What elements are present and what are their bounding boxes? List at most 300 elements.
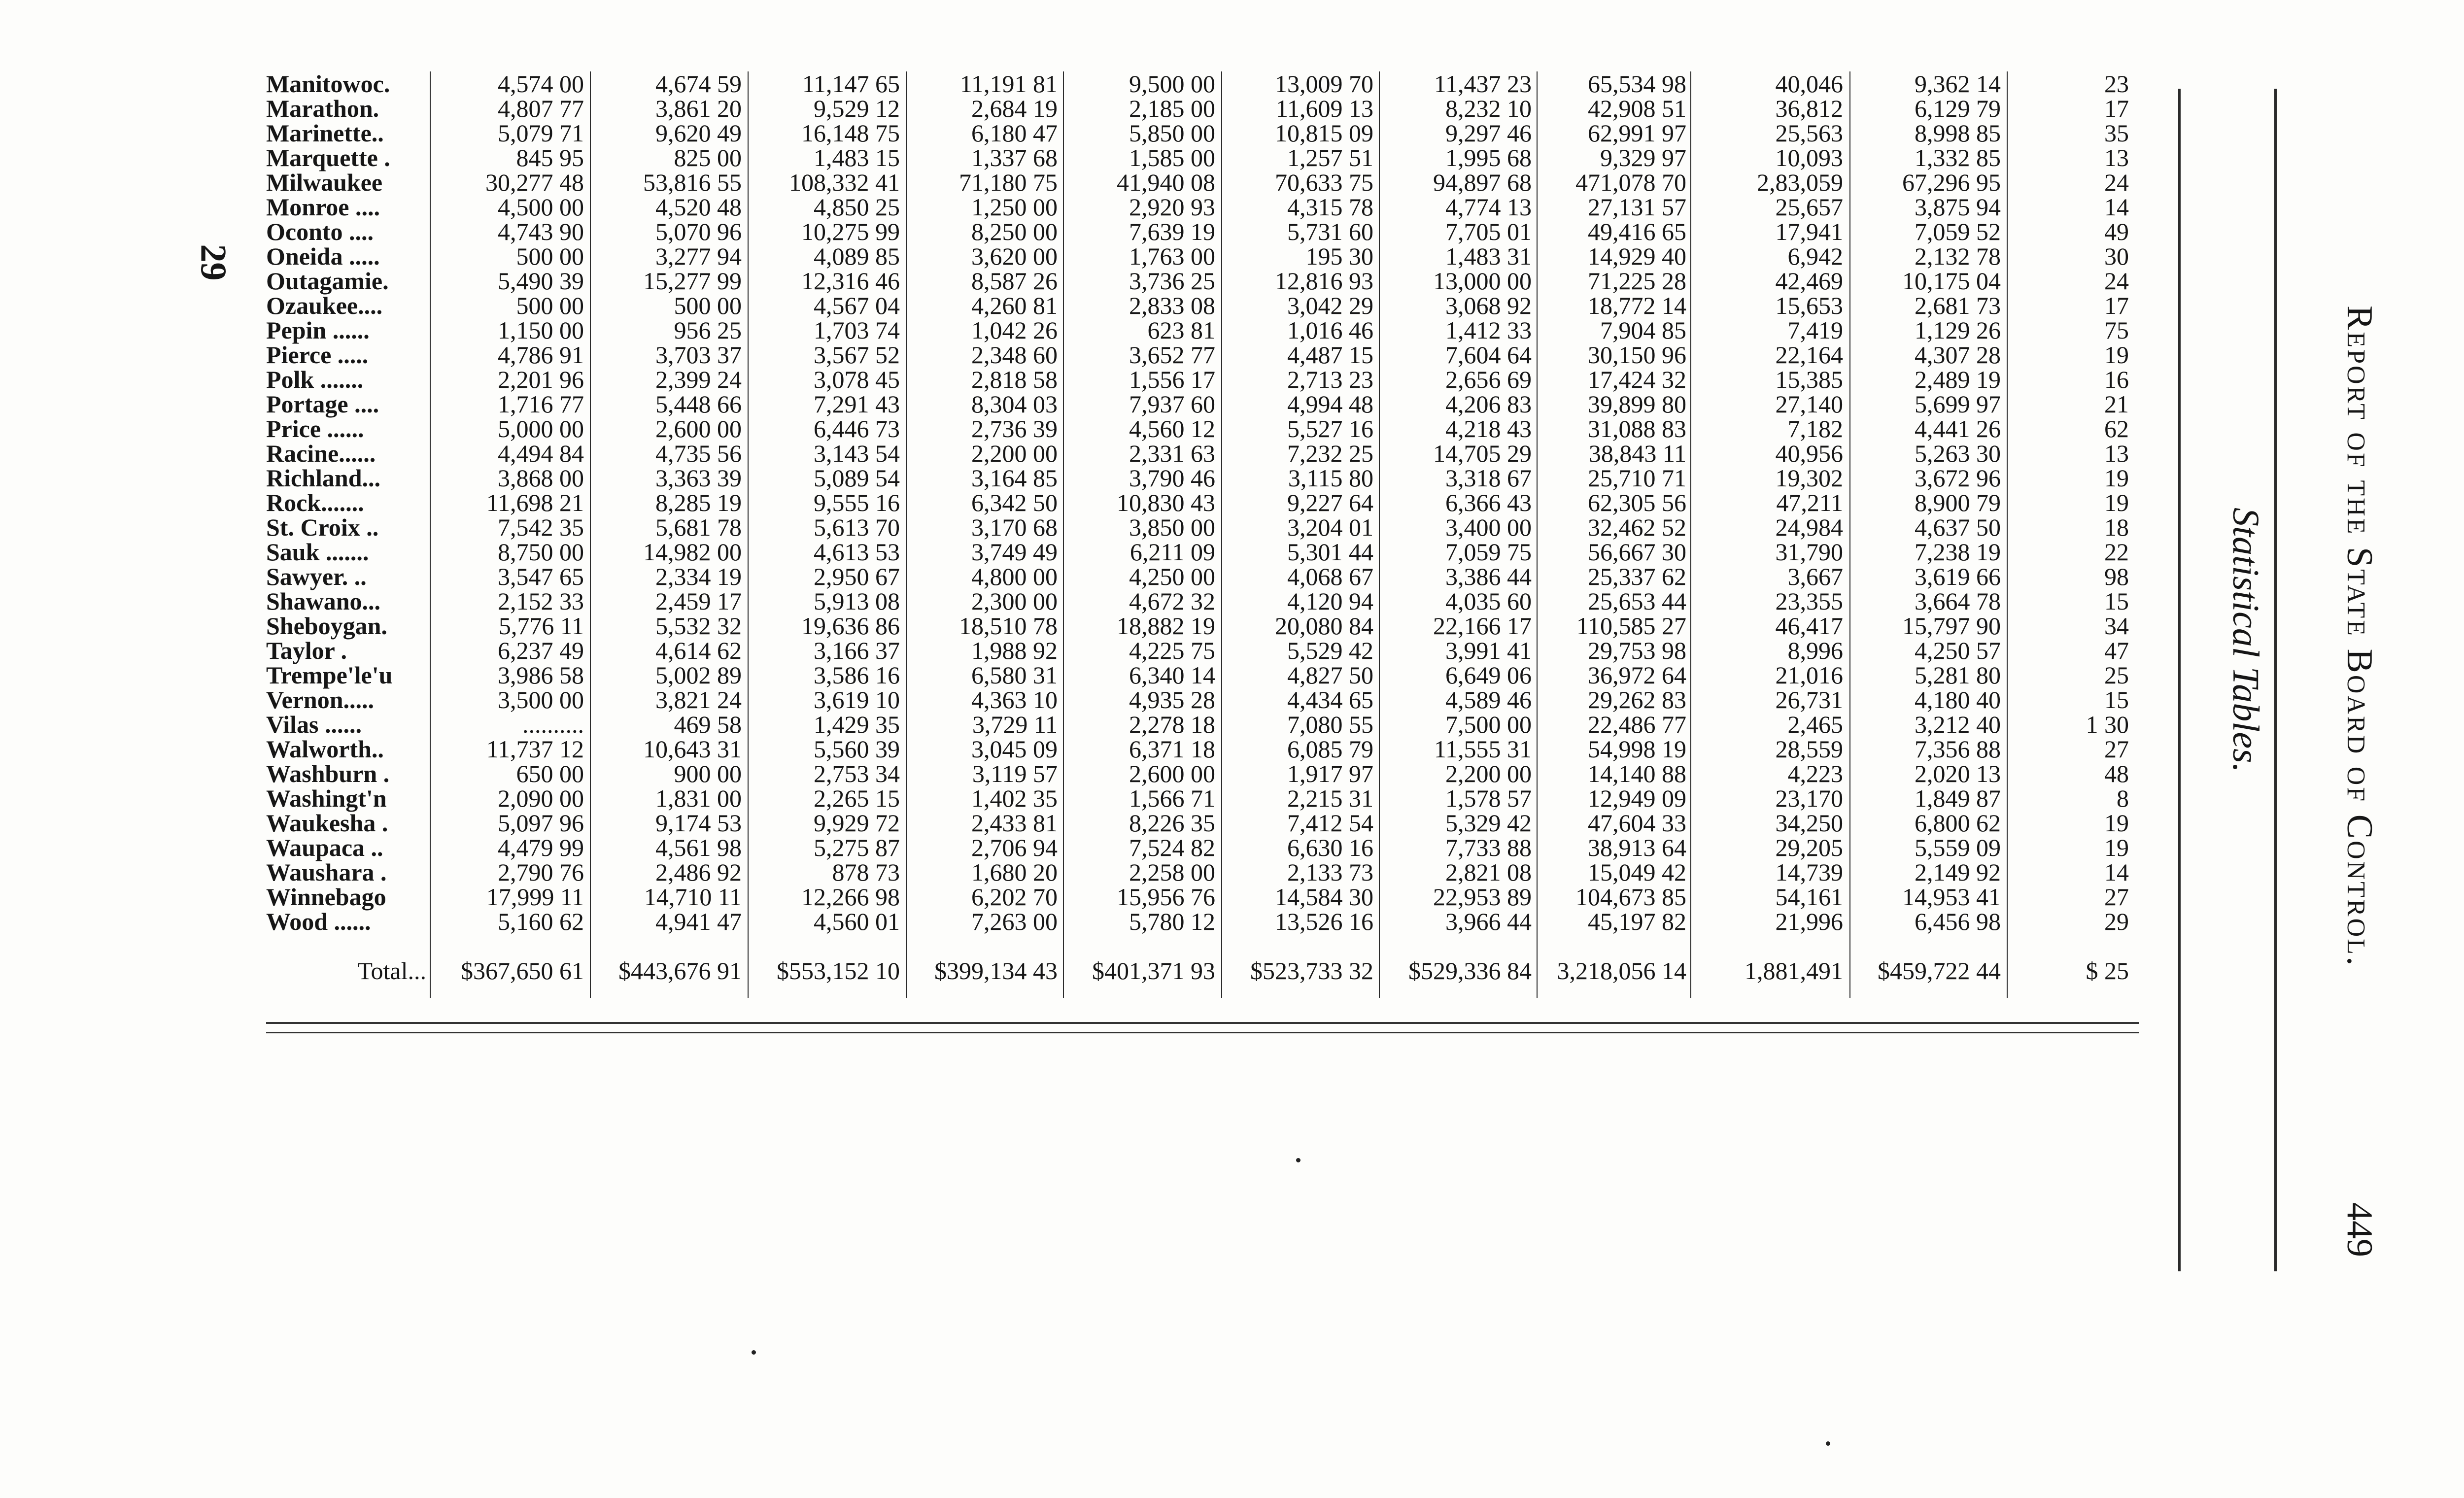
- table-row: [266, 687, 2139, 712]
- table-cell-col-2: 500 00: [674, 292, 742, 319]
- table-cell-col-1: 650 00: [516, 760, 584, 787]
- table-cell-col-8: 65,534 98: [1588, 70, 1686, 98]
- ink-speck: [1296, 1158, 1300, 1162]
- table-cell-col-9: 8,996: [1787, 637, 1843, 664]
- table-cell-col-5: 7,639 19: [1129, 218, 1215, 245]
- table-cell-col-11: 1 30: [2086, 711, 2129, 738]
- table-row: [266, 244, 2139, 269]
- table-bottom-rule: [266, 1022, 2139, 1024]
- table-cell-col-7: 1,412 33: [1445, 316, 1532, 344]
- table-cell-col-5: 7,937 60: [1129, 390, 1215, 418]
- table-cell-col-5: 8,226 35: [1129, 809, 1215, 837]
- table-cell-col-7: 3,318 67: [1445, 464, 1532, 492]
- table-cell-col-6: 70,633 75: [1275, 169, 1373, 196]
- county-name: Waupaca ..: [266, 834, 383, 861]
- table-cell-col-2: 5,448 66: [655, 390, 742, 418]
- table-cell-col-6: 5,301 44: [1287, 538, 1373, 566]
- table-cell-col-6: 6,630 16: [1287, 834, 1373, 861]
- table-cell-col-3: 7,291 43: [814, 390, 900, 418]
- column-separator: [1379, 71, 1380, 998]
- total-row: [266, 958, 2139, 983]
- table-cell-col-4: 1,402 35: [971, 784, 1058, 812]
- table-cell-col-5: 6,371 18: [1129, 735, 1215, 763]
- county-name: Polk .......: [266, 366, 364, 393]
- table-row: [266, 466, 2139, 490]
- table-cell-col-9: 28,559: [1775, 735, 1843, 763]
- table-cell-col-10: 7,059 52: [1915, 218, 2001, 245]
- table-cell-col-4: 3,045 09: [971, 735, 1058, 763]
- table-cell-col-3: 3,078 45: [814, 366, 900, 393]
- table-row: [266, 392, 2139, 416]
- table-cell-col-2: 2,459 17: [655, 587, 742, 615]
- table-cell-col-11: 75: [2104, 316, 2129, 344]
- table-cell-col-5: 5,850 00: [1129, 119, 1215, 147]
- table-row: [266, 342, 2139, 367]
- table-cell-col-11: 19: [2104, 489, 2129, 516]
- table-cell-col-7: 11,437 23: [1434, 70, 1532, 98]
- table-cell-col-4: 1,680 20: [971, 858, 1058, 886]
- table-cell-col-11: 19: [2104, 341, 2129, 369]
- table-cell-col-4: 2,348 60: [971, 341, 1058, 369]
- table-cell-col-10: 1,332 85: [1915, 144, 2001, 171]
- table-cell-col-2: 4,941 47: [655, 908, 742, 935]
- table-cell-col-2: 825 00: [674, 144, 742, 171]
- table-cell-col-5: 3,652 77: [1129, 341, 1215, 369]
- table-cell-col-11: 17: [2104, 292, 2129, 319]
- table-cell-col-1: 11,698 21: [486, 489, 584, 516]
- table-cell-col-4: 1,250 00: [971, 193, 1058, 221]
- table-cell-col-9: 42,469: [1775, 267, 1843, 295]
- table-cell-col-2: 3,363 39: [655, 464, 742, 492]
- table-cell-col-1: 3,986 58: [498, 661, 584, 689]
- table-cell-col-11: 19: [2104, 464, 2129, 492]
- table-cell-col-6: 4,434 65: [1287, 686, 1373, 714]
- table-cell-col-9: 26,731: [1775, 686, 1843, 714]
- table-cell-col-5: 3,736 25: [1129, 267, 1215, 295]
- table-cell-col-10: 1,129 26: [1915, 316, 2001, 344]
- table-cell-col-8: 47,604 33: [1588, 809, 1686, 837]
- table-cell-col-5: 2,600 00: [1129, 760, 1215, 787]
- table-cell-col-10: 5,263 30: [1915, 440, 2001, 467]
- table-cell-col-3: 4,567 04: [814, 292, 900, 319]
- table-cell-col-8: 45,197 82: [1588, 908, 1686, 935]
- table-cell-col-6: 6,085 79: [1287, 735, 1373, 763]
- table-cell-col-2: 14,710 11: [644, 883, 742, 911]
- table-cell-col-10: 4,250 57: [1915, 637, 2001, 664]
- table-row: [266, 589, 2139, 613]
- table-cell-col-9: 47,211: [1776, 489, 1843, 516]
- table-cell-col-6: 11,609 13: [1275, 95, 1373, 122]
- table-cell-col-6: 3,042 29: [1287, 292, 1373, 319]
- table-cell-col-11: 24: [2104, 267, 2129, 295]
- table-row: [266, 737, 2139, 761]
- column-separator: [2007, 71, 2008, 998]
- table-cell-col-5: 3,790 46: [1129, 464, 1215, 492]
- table-cell-col-9: 31,790: [1775, 538, 1843, 566]
- table-cell-col-3: 4,613 53: [814, 538, 900, 566]
- table-cell-col-6: 4,487 15: [1287, 341, 1373, 369]
- table-cell-col-2: 4,561 98: [655, 834, 742, 861]
- table-cell-col-8: 25,337 62: [1588, 563, 1686, 590]
- table-cell-col-8: 3,218,056 14: [1557, 957, 1686, 985]
- table-cell-col-11: 14: [2104, 193, 2129, 221]
- table-cell-col-11: 13: [2104, 144, 2129, 171]
- table-cell-col-9: 34,250: [1775, 809, 1843, 837]
- table-cell-col-1: 4,807 77: [498, 95, 584, 122]
- table-cell-col-8: 30,150 96: [1588, 341, 1686, 369]
- table-cell-col-6: 2,133 73: [1287, 858, 1373, 886]
- table-cell-col-11: 49: [2104, 218, 2129, 245]
- table-cell-col-4: 2,706 94: [971, 834, 1058, 861]
- table-cell-col-4: 6,580 31: [971, 661, 1058, 689]
- column-separator: [1537, 71, 1538, 998]
- table-cell-col-10: 3,875 94: [1915, 193, 2001, 221]
- table-cell-col-6: 13,526 16: [1275, 908, 1373, 935]
- county-name: Price ......: [266, 415, 364, 443]
- table-cell-col-4: 1,988 92: [971, 637, 1058, 664]
- table-cell-col-7: 7,733 88: [1445, 834, 1532, 861]
- county-name: Outagamie.: [266, 267, 389, 295]
- table-cell-col-3: $553,152 10: [777, 957, 900, 985]
- table-cell-col-4: 2,736 39: [971, 415, 1058, 443]
- table-cell-col-9: 23,170: [1775, 784, 1843, 812]
- table-cell-col-1: 2,090 00: [498, 784, 584, 812]
- table-cell-col-8: 42,908 51: [1588, 95, 1686, 122]
- table-cell-col-9: 40,956: [1775, 440, 1843, 467]
- table-cell-col-8: 9,329 97: [1600, 144, 1686, 171]
- table-row: [266, 909, 2139, 934]
- table-cell-col-10: 1,849 87: [1915, 784, 2001, 812]
- table-cell-col-9: 27,140: [1775, 390, 1843, 418]
- table-cell-col-8: 27,131 57: [1588, 193, 1686, 221]
- table-cell-col-3: 12,266 98: [801, 883, 900, 911]
- table-cell-col-8: 471,078 70: [1575, 169, 1686, 196]
- statistical-table: [266, 71, 2139, 983]
- table-row: [266, 195, 2139, 219]
- table-cell-col-8: 29,262 83: [1588, 686, 1686, 714]
- table-cell-col-4: 8,587 26: [971, 267, 1058, 295]
- table-row: [266, 219, 2139, 244]
- ink-speck: [752, 1350, 756, 1355]
- table-cell-col-10: 7,356 88: [1915, 735, 2001, 763]
- table-cell-col-1: 845 95: [516, 144, 584, 171]
- table-cell-col-1: 5,490 39: [498, 267, 584, 295]
- table-cell-col-2: 2,600 00: [655, 415, 742, 443]
- table-cell-col-2: 1,831 00: [655, 784, 742, 812]
- table-cell-col-10: 6,800 62: [1915, 809, 2001, 837]
- table-row: [266, 441, 2139, 466]
- table-cell-col-9: 29,205: [1775, 834, 1843, 861]
- table-cell-col-6: 1,016 46: [1287, 316, 1373, 344]
- table-cell-col-6: 7,080 55: [1287, 711, 1373, 738]
- table-cell-col-7: 8,232 10: [1445, 95, 1532, 122]
- table-row: [266, 145, 2139, 170]
- table-row: [266, 638, 2139, 663]
- table-row: [266, 712, 2139, 737]
- table-cell-col-3: 9,929 72: [814, 809, 900, 837]
- county-name: Manitowoc.: [266, 70, 390, 98]
- table-row: [266, 269, 2139, 293]
- county-name: Oneida .....: [266, 242, 380, 270]
- column-separator: [1221, 71, 1222, 998]
- table-cell-col-8: 62,991 97: [1588, 119, 1686, 147]
- table-cell-col-4: 6,342 50: [971, 489, 1058, 516]
- table-cell-col-6: 1,257 51: [1287, 144, 1373, 171]
- county-name: Portage ....: [266, 390, 379, 418]
- table-row: [266, 540, 2139, 564]
- table-cell-col-11: 98: [2104, 563, 2129, 590]
- table-cell-col-5: 1,585 00: [1129, 144, 1215, 171]
- table-cell-col-1: 1,150 00: [498, 316, 584, 344]
- table-cell-col-5: 10,830 43: [1117, 489, 1215, 516]
- county-name: Marinette..: [266, 119, 384, 147]
- table-cell-col-7: 6,366 43: [1445, 489, 1532, 516]
- table-cell-col-4: 3,119 57: [972, 760, 1058, 787]
- right-margin-rule-2: [2274, 89, 2277, 1271]
- table-cell-col-3: 5,089 54: [814, 464, 900, 492]
- table-cell-col-4: 2,200 00: [971, 440, 1058, 467]
- table-cell-col-9: 40,046: [1775, 70, 1843, 98]
- county-name: Oconto ....: [266, 218, 374, 245]
- table-cell-col-1: 3,500 00: [498, 686, 584, 714]
- table-cell-col-9: 25,657: [1775, 193, 1843, 221]
- table-cell-col-7: 2,200 00: [1445, 760, 1532, 787]
- table-cell-col-3: 4,850 25: [814, 193, 900, 221]
- table-cell-col-11: 24: [2104, 169, 2129, 196]
- table-cell-col-5: 2,185 00: [1129, 95, 1215, 122]
- table-cell-col-11: 35: [2104, 119, 2129, 147]
- county-name: Pierce .....: [266, 341, 369, 369]
- table-cell-col-4: 6,202 70: [971, 883, 1058, 911]
- table-cell-col-5: 18,882 19: [1117, 612, 1215, 640]
- table-cell-col-1: 2,152 33: [498, 587, 584, 615]
- table-row: [266, 786, 2139, 811]
- table-cell-col-7: 7,059 75: [1445, 538, 1532, 566]
- table-cell-col-5: 6,211 09: [1129, 538, 1215, 566]
- table-cell-col-3: 5,275 87: [814, 834, 900, 861]
- table-cell-col-7: 1,995 68: [1445, 144, 1532, 171]
- table-cell-col-5: 1,566 71: [1129, 784, 1215, 812]
- table-cell-col-7: 22,953 89: [1433, 883, 1532, 911]
- table-cell-col-9: 46,417: [1775, 612, 1843, 640]
- table-cell-col-10: 4,307 28: [1915, 341, 2001, 369]
- table-cell-col-3: 2,265 15: [814, 784, 900, 812]
- table-cell-col-7: 7,500 00: [1445, 711, 1532, 738]
- table-cell-col-2: 10,643 31: [643, 735, 742, 763]
- county-name: Winnebago: [266, 883, 386, 911]
- right-margin-rule: [2178, 89, 2181, 1271]
- table-cell-col-1: 17,999 11: [486, 883, 584, 911]
- table-cell-col-9: 19,302: [1775, 464, 1843, 492]
- table-row: [266, 564, 2139, 589]
- county-name: Rock.......: [266, 489, 364, 516]
- statistical-tables-subtitle: Statistical Tables.: [2225, 508, 2266, 773]
- table-cell-col-9: 10,093: [1775, 144, 1843, 171]
- county-name: Pepin ......: [266, 316, 370, 344]
- county-name: Sauk .......: [266, 538, 369, 566]
- table-cell-col-3: 3,567 52: [814, 341, 900, 369]
- county-name: Ozaukee....: [266, 292, 383, 319]
- table-cell-col-5: 4,935 28: [1129, 686, 1215, 714]
- table-cell-col-2: 3,277 94: [655, 242, 742, 270]
- table-cell-col-8: 54,998 19: [1588, 735, 1686, 763]
- table-cell-col-8: 7,904 85: [1600, 316, 1686, 344]
- table-cell-col-6: 3,115 80: [1288, 464, 1373, 492]
- table-cell-col-4: 2,433 81: [971, 809, 1058, 837]
- table-cell-col-5: 4,250 00: [1129, 563, 1215, 590]
- table-cell-col-8: 12,949 09: [1588, 784, 1686, 812]
- table-cell-col-9: 54,161: [1775, 883, 1843, 911]
- table-cell-col-10: 10,175 04: [1902, 267, 2001, 295]
- table-cell-col-11: 27: [2104, 735, 2129, 763]
- column-separator: [430, 71, 431, 998]
- table-cell-col-10: 2,681 73: [1915, 292, 2001, 319]
- county-name: Vilas ......: [266, 711, 362, 738]
- table-cell-col-1: 2,201 96: [498, 366, 584, 393]
- table-row: [266, 885, 2139, 909]
- table-cell-col-10: 3,664 78: [1915, 587, 2001, 615]
- table-cell-col-2: 5,070 96: [655, 218, 742, 245]
- county-name: Sheboygan.: [266, 612, 387, 640]
- table-cell-col-4: 2,300 00: [971, 587, 1058, 615]
- table-cell-col-7: 4,206 83: [1445, 390, 1532, 418]
- table-cell-col-8: 49,416 65: [1588, 218, 1686, 245]
- table-cell-col-2: 900 00: [674, 760, 742, 787]
- table-cell-col-1: 30,277 48: [485, 169, 584, 196]
- table-cell-col-8: 22,486 77: [1588, 711, 1686, 738]
- table-row: [266, 515, 2139, 540]
- table-cell-col-5: 2,258 00: [1129, 858, 1215, 886]
- table-cell-col-6: 5,527 16: [1287, 415, 1373, 443]
- table-cell-col-5: 1,763 00: [1129, 242, 1215, 270]
- table-cell-col-7: 9,297 46: [1445, 119, 1532, 147]
- table-cell-col-10: 9,362 14: [1915, 70, 2001, 98]
- table-cell-col-7: 3,991 41: [1445, 637, 1532, 664]
- county-name: Wood ......: [266, 908, 371, 935]
- table-cell-col-11: 8: [2117, 784, 2129, 812]
- table-cell-col-6: 4,315 78: [1287, 193, 1373, 221]
- county-name: Milwaukee: [266, 169, 383, 196]
- table-cell-col-6: 2,215 31: [1287, 784, 1373, 812]
- county-name: Monroe ....: [266, 193, 380, 221]
- table-cell-col-7: 1,578 57: [1445, 784, 1532, 812]
- table-cell-col-4: 2,818 58: [971, 366, 1058, 393]
- table-row: [266, 761, 2139, 786]
- table-cell-col-11: 13: [2104, 440, 2129, 467]
- table-cell-col-2: 956 25: [674, 316, 742, 344]
- table-cell-col-4: 8,304 03: [971, 390, 1058, 418]
- table-cell-col-1: 4,494 84: [498, 440, 584, 467]
- table-cell-col-1: 4,574 00: [498, 70, 584, 98]
- table-cell-col-4: 4,363 10: [971, 686, 1058, 714]
- table-cell-col-5: 9,500 00: [1129, 70, 1215, 98]
- table-cell-col-11: 30: [2104, 242, 2129, 270]
- table-cell-col-9: 3,667: [1787, 563, 1843, 590]
- table-cell-col-3: 3,619 10: [814, 686, 900, 714]
- county-name: Racine......: [266, 440, 376, 467]
- table-cell-col-7: 3,386 44: [1445, 563, 1532, 590]
- table-cell-col-5: 623 81: [1147, 316, 1215, 344]
- table-cell-col-7: 22,166 17: [1433, 612, 1532, 640]
- table-cell-col-9: 22,164: [1775, 341, 1843, 369]
- table-cell-col-11: 19: [2104, 809, 2129, 837]
- county-name: Waushara .: [266, 858, 387, 886]
- table-cell-col-7: 4,774 13: [1445, 193, 1532, 221]
- table-cell-col-1: 3,547 65: [498, 563, 584, 590]
- table-cell-col-11: 15: [2104, 686, 2129, 714]
- table-cell-col-2: 2,486 92: [655, 858, 742, 886]
- table-cell-col-8: 36,972 64: [1588, 661, 1686, 689]
- table-cell-col-9: 21,996: [1775, 908, 1843, 935]
- table-cell-col-1: 5,079 71: [498, 119, 584, 147]
- table-cell-col-8: 31,088 83: [1588, 415, 1686, 443]
- county-name: Walworth..: [266, 735, 384, 763]
- table-cell-col-8: 25,710 71: [1588, 464, 1686, 492]
- table-row: [266, 490, 2139, 515]
- table-cell-col-9: 4,223: [1787, 760, 1843, 787]
- table-cell-col-4: 3,620 00: [971, 242, 1058, 270]
- table-cell-col-8: 25,653 44: [1588, 587, 1686, 615]
- table-cell-col-6: 4,068 67: [1287, 563, 1373, 590]
- table-cell-col-3: 4,089 85: [814, 242, 900, 270]
- county-name: Shawano...: [266, 587, 381, 615]
- table-cell-col-1: 3,868 00: [498, 464, 584, 492]
- table-cell-col-7: 3,068 92: [1445, 292, 1532, 319]
- table-cell-col-5: 2,331 63: [1129, 440, 1215, 467]
- table-cell-col-6: 9,227 64: [1287, 489, 1373, 516]
- table-cell-col-8: 62,305 56: [1588, 489, 1686, 516]
- table-cell-col-1: 11,737 12: [486, 735, 584, 763]
- table-cell-col-2: 3,821 24: [655, 686, 742, 714]
- table-cell-col-9: 7,419: [1787, 316, 1843, 344]
- table-cell-col-8: 104,673 85: [1575, 883, 1686, 911]
- table-cell-col-1: 7,542 35: [498, 513, 584, 541]
- county-name: Marathon.: [266, 95, 379, 122]
- table-cell-col-4: 18,510 78: [959, 612, 1058, 640]
- table-row: [266, 613, 2139, 638]
- table-cell-col-9: 24,984: [1775, 513, 1843, 541]
- column-separator: [906, 71, 907, 998]
- table-cell-col-1: 6,237 49: [498, 637, 584, 664]
- table-cell-col-7: 7,705 01: [1445, 218, 1532, 245]
- table-cell-col-10: 2,489 19: [1915, 366, 2001, 393]
- table-row: [266, 367, 2139, 392]
- table-row: [266, 170, 2139, 195]
- ink-speck: [1826, 1441, 1830, 1446]
- table-cell-col-3: 1,429 35: [814, 711, 900, 738]
- table-cell-col-2: 53,816 55: [643, 169, 742, 196]
- table-cell-col-10: $459,722 44: [1878, 957, 2001, 985]
- table-cell-col-3: 3,166 37: [814, 637, 900, 664]
- table-cell-col-5: 4,672 32: [1129, 587, 1215, 615]
- table-cell-col-5: 6,340 14: [1129, 661, 1215, 689]
- table-cell-col-9: 2,83,059: [1757, 169, 1843, 196]
- table-cell-col-9: 15,385: [1775, 366, 1843, 393]
- table-cell-col-6: $523,733 32: [1250, 957, 1373, 985]
- table-cell-col-3: 9,529 12: [814, 95, 900, 122]
- table-cell-col-10: 5,281 80: [1915, 661, 2001, 689]
- table-cell-col-9: 7,182: [1787, 415, 1843, 443]
- table-cell-col-2: 4,520 48: [655, 193, 742, 221]
- table-cell-col-5: 15,956 76: [1117, 883, 1215, 911]
- table-cell-col-1: 500 00: [516, 292, 584, 319]
- table-row: [266, 811, 2139, 835]
- table-cell-col-5: 41,940 08: [1117, 169, 1215, 196]
- table-bottom-rule-double: [266, 1032, 2139, 1033]
- table-cell-col-4: 3,164 85: [971, 464, 1058, 492]
- table-cell-col-11: 48: [2104, 760, 2129, 787]
- table-cell-col-3: 878 73: [832, 858, 900, 886]
